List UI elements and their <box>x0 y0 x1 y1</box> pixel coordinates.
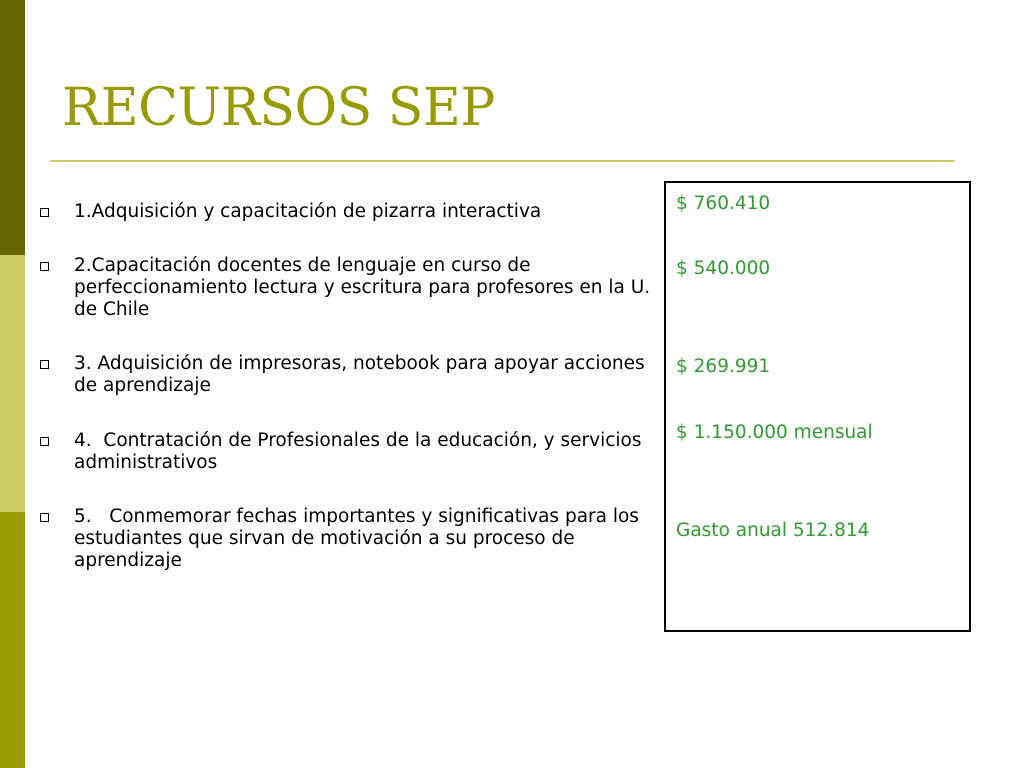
side-bar-dark-segment <box>0 0 25 255</box>
side-bar-light-segment <box>0 255 25 512</box>
cost-value: $ 760.410 <box>676 193 771 214</box>
bullet-text: 4. Contratación de Profesionales de la educación, y servicios administrativos <box>74 430 648 473</box>
slide-title: RECURSOS SEP <box>62 78 495 138</box>
square-bullet-icon <box>40 262 49 271</box>
bullet-text: 3. Adquisición de impresoras, notebook para apoyar acciones de aprendizaje <box>74 353 651 396</box>
bullet-item <box>40 255 660 321</box>
bullet-item <box>40 201 660 223</box>
cost-box <box>664 181 971 632</box>
bullet-text: 5. Conmemorar fechas importantes y significativas para los estudiantes que sirvan de motivación a su proceso de aprendizaje <box>74 506 645 571</box>
square-bullet-icon <box>40 208 49 217</box>
side-bar-olive-segment <box>0 512 25 768</box>
bullet-text: 2.Capacitación docentes de lenguaje en curso de perfeccionamiento lectura y escritura para profesores en la U. de Chile <box>74 255 657 320</box>
annual-expense: Gasto anual 512.814 <box>676 520 870 541</box>
bullet-item <box>40 506 660 572</box>
bullet-item <box>40 430 660 474</box>
square-bullet-icon <box>40 360 49 369</box>
cost-value: $ 1.150.000 mensual <box>676 422 873 443</box>
cost-value: $ 269.991 <box>676 356 771 377</box>
title-underline <box>50 160 955 162</box>
bullet-item <box>40 353 660 397</box>
square-bullet-icon <box>40 513 49 522</box>
bullet-text: 1.Adquisición y capacitación de pizarra interactiva <box>74 201 542 222</box>
square-bullet-icon <box>40 437 49 446</box>
cost-value: $ 540.000 <box>676 258 771 279</box>
